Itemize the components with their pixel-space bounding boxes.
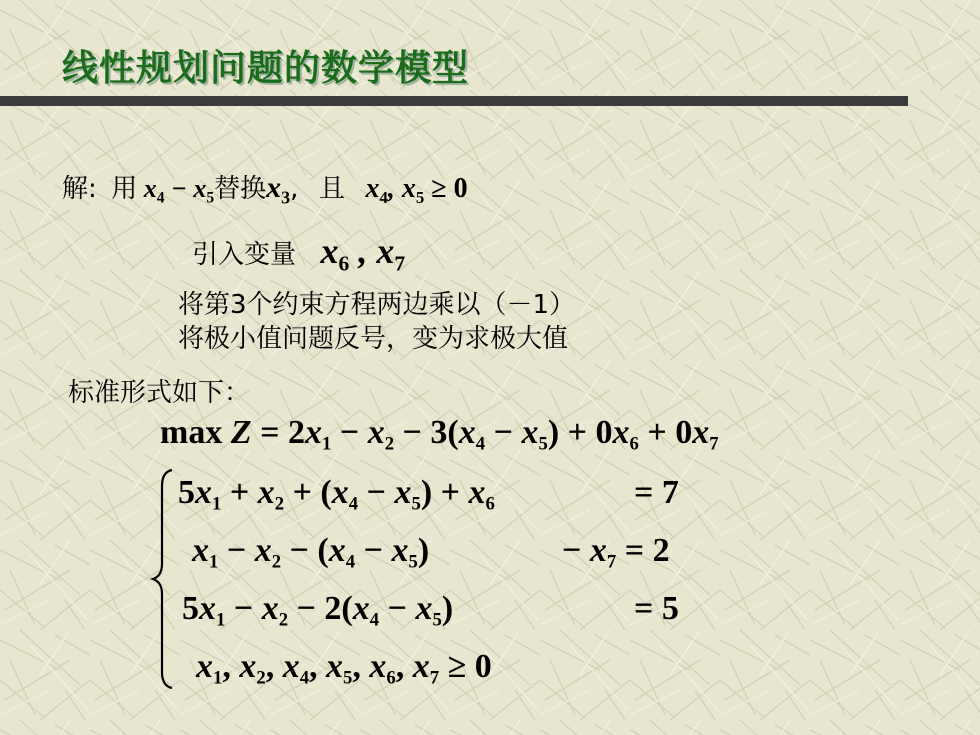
step-multiply: 将第3个约束方程两边乘以（－1） — [178, 290, 576, 320]
constraint-brace — [150, 468, 176, 690]
solution-line: 解: 用 $x_4 - x_5$替换$x_3$, 且 $x_4$, $x_5 \ge 0$ — [62, 171, 468, 208]
solution-prefix: 解: — [62, 174, 97, 204]
nonneg-value: 0 — [474, 648, 492, 685]
solution-use: 用 — [111, 174, 138, 204]
nonneg-condition: $x_4$, $x_5 \ge 0$ — [365, 173, 468, 207]
title-divider — [0, 96, 908, 106]
solution-replace: 替换 — [214, 174, 267, 204]
constraint-3-rhs: = 5 — [634, 590, 679, 627]
constraint-2: $x_1 - x_2 - (x_4 - x_5)$ — [192, 532, 430, 573]
constraint-1: $5x_1 + x_2 + (x_4 - x_5) + x_6$ — [178, 474, 495, 515]
replaced-var: $x_3$ — [266, 171, 291, 208]
objective-function: $\max Z = 2x_1 - x_2 - 3(x_4 - x_5) + 0x_6 + 0x_7$ — [160, 414, 719, 455]
constraint-2-value: 2 — [652, 532, 670, 569]
objective-max: max — [160, 414, 223, 451]
nonnegativity: $x_1$, $x_2$, $x_4$, $x_5$, $x_6$, $x_7 \ge 0$ — [196, 648, 492, 689]
constraint-1-rhs: = 7 — [634, 474, 679, 511]
substitution-expr: $x_4 - x_5$ — [143, 174, 215, 207]
constraint-3-value: 5 — [661, 590, 679, 627]
intro-vars-label: 引入变量 — [192, 240, 297, 270]
step-negate: 将极小值问题反号，变为求极大值 — [178, 324, 569, 354]
standard-form-label: 标准形式如下： — [68, 378, 251, 408]
solution-and: 且 — [318, 174, 345, 204]
constraint-1-value: 7 — [661, 474, 679, 511]
constraint-3: $5x_1 - x_2 - 2(x_4 - x_5)$ — [182, 590, 454, 631]
intro-vars-line — [192, 230, 405, 277]
new-vars: $x_6$ , $x_7$ — [320, 231, 406, 276]
constraint-2-rhs: − $x_7 = 2$ — [562, 532, 670, 573]
slide-title: 线性规划问题的数学模型 — [62, 48, 470, 89]
